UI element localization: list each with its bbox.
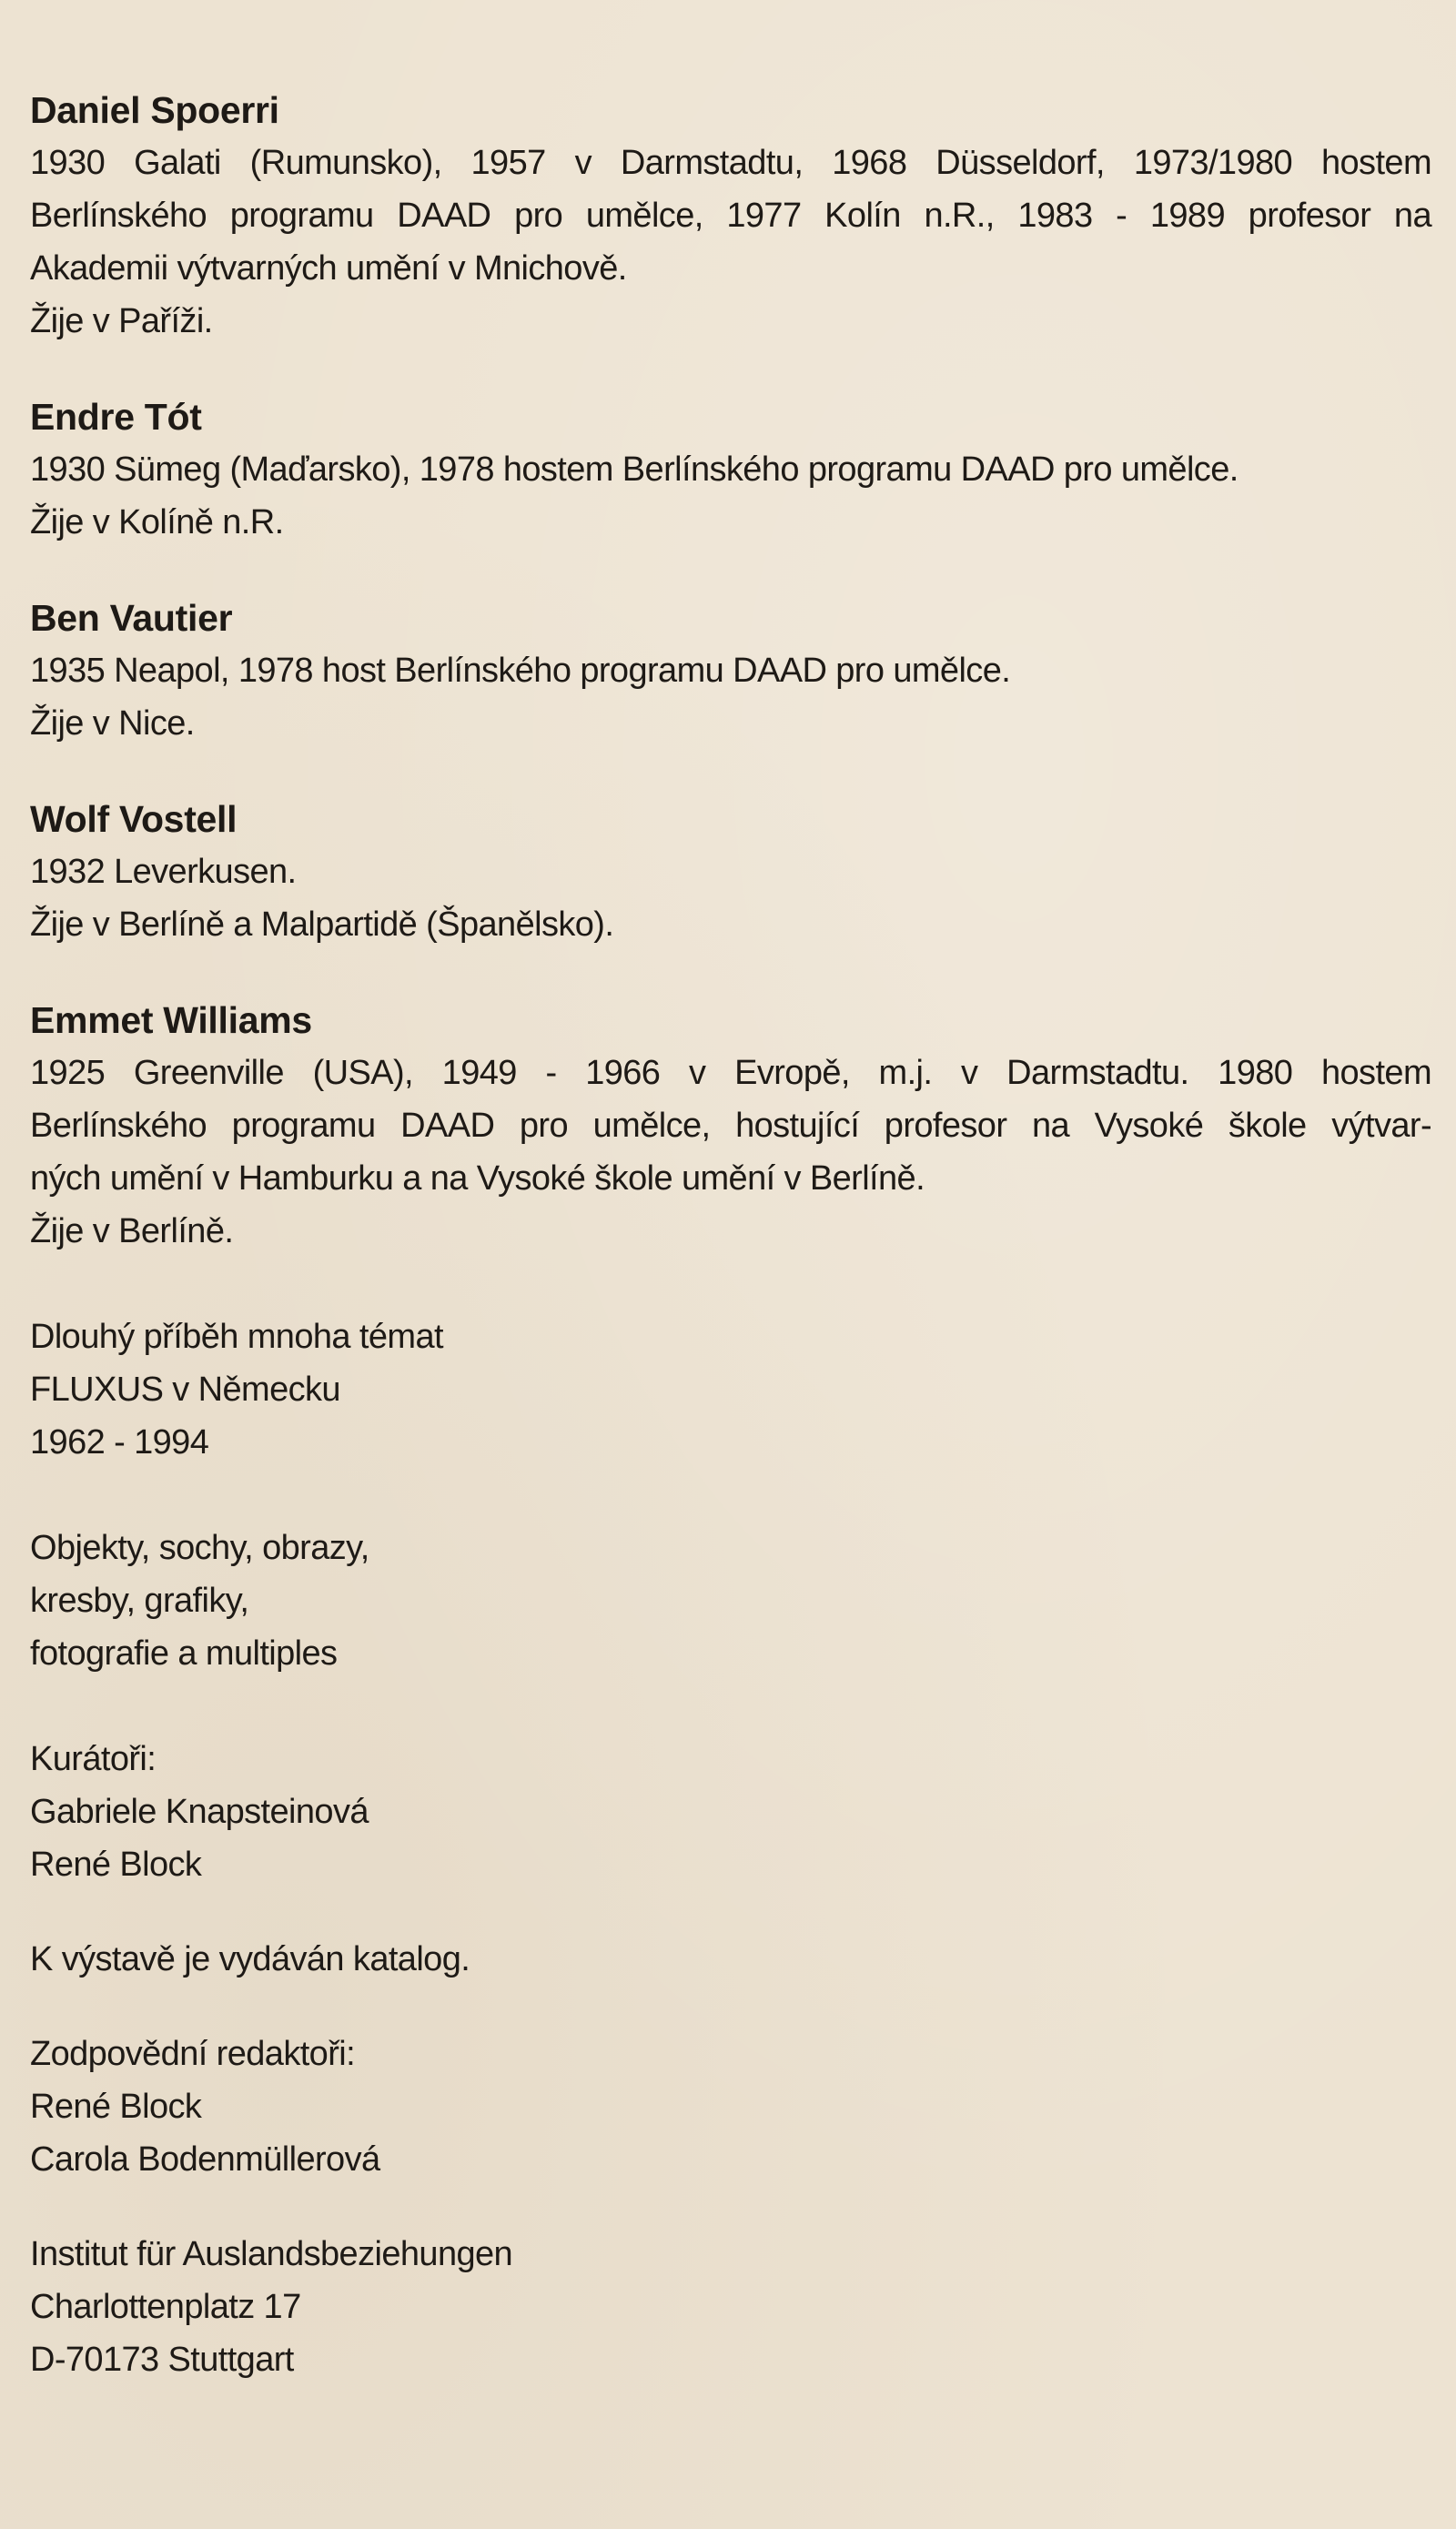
catalog-note-block: [30, 1933, 1431, 1986]
exhibition-title-line: FLUXUS v Německu: [30, 1371, 340, 1409]
artist-residence: Žije v Paříži.: [30, 302, 213, 340]
artist-name: Endre Tót: [30, 396, 202, 438]
artist-residence: Žije v Berlíně.: [30, 1212, 234, 1250]
artist-bio-line: Berlínského programu DAAD pro umělce, hostující profesor na Vysoké škole výtvar-: [30, 1107, 1431, 1145]
document-body: [30, 84, 1431, 2439]
address-block: [30, 2228, 1431, 2386]
artist-name: Daniel Spoerri: [30, 89, 279, 131]
catalog-note: K výstavě je vydáván katalog.: [30, 1940, 470, 1978]
artist-bio-line: Akademii výtvarných umění v Mnichově.: [30, 249, 627, 288]
contents-line: fotografie a multiples: [30, 1634, 338, 1673]
exhibition-dates: 1962 - 1994: [30, 1423, 209, 1462]
artist-entry-spoerri: [30, 84, 1431, 348]
artist-entry-vautier: [30, 592, 1431, 750]
editor-name: René Block: [30, 2088, 202, 2126]
editors-block: [30, 2028, 1431, 2186]
artist-entry-williams: [30, 994, 1431, 1258]
artist-bio-line: ných umění v Hamburku a na Vysoké škole umění v Berlíně.: [30, 1159, 925, 1198]
editor-name: Carola Bodenmüllerová: [30, 2140, 380, 2179]
artist-bio-line: Berlínského programu DAAD pro umělce, 1977 Kolín n.R., 1983 - 1989 profesor na: [30, 197, 1431, 235]
address-line: Institut für Auslandsbeziehungen: [30, 2235, 513, 2273]
artist-residence: Žije v Kolíně n.R.: [30, 503, 284, 541]
artist-entry-tot: [30, 390, 1431, 549]
artist-entry-vostell: [30, 793, 1431, 951]
artist-residence: Žije v Berlíně a Malpartidě (Španělsko).: [30, 905, 614, 944]
curators-block: [30, 1733, 1431, 1891]
address-line: Charlottenplatz 17: [30, 2288, 301, 2326]
address-line: D-70173 Stuttgart: [30, 2341, 294, 2379]
curator-name: Gabriele Knapsteinová: [30, 1793, 369, 1831]
exhibition-title-block: [30, 1310, 1431, 1469]
artist-bio-line: 1935 Neapol, 1978 host Berlínského programu DAAD pro umělce.: [30, 652, 1011, 690]
exhibition-contents-block: [30, 1522, 1431, 1680]
artist-name: Emmet Williams: [30, 999, 312, 1041]
artist-name: Ben Vautier: [30, 597, 233, 639]
artist-bio-line: 1925 Greenville (USA), 1949 - 1966 v Evropě, m.j. v Darmstadtu. 1980 hostem: [30, 1054, 1431, 1092]
contents-line: Objekty, sochy, obrazy,: [30, 1529, 369, 1567]
artist-bio-line: 1930 Galati (Rumunsko), 1957 v Darmstadtu, 1968 Düsseldorf, 1973/1980 hostem: [30, 144, 1431, 182]
curators-heading: Kurátoři:: [30, 1740, 157, 1778]
contents-line: kresby, grafiky,: [30, 1582, 249, 1620]
editors-heading: Zodpovědní redaktoři:: [30, 2035, 356, 2073]
artist-residence: Žije v Nice.: [30, 704, 195, 743]
artist-name: Wolf Vostell: [30, 798, 238, 840]
exhibition-title-line: Dlouhý příběh mnoha témat: [30, 1318, 443, 1356]
curator-name: René Block: [30, 1846, 202, 1884]
artist-bio-line: 1932 Leverkusen.: [30, 853, 297, 891]
artist-bio-line: 1930 Sümeg (Maďarsko), 1978 hostem Berlínského programu DAAD pro umělce.: [30, 450, 1239, 489]
